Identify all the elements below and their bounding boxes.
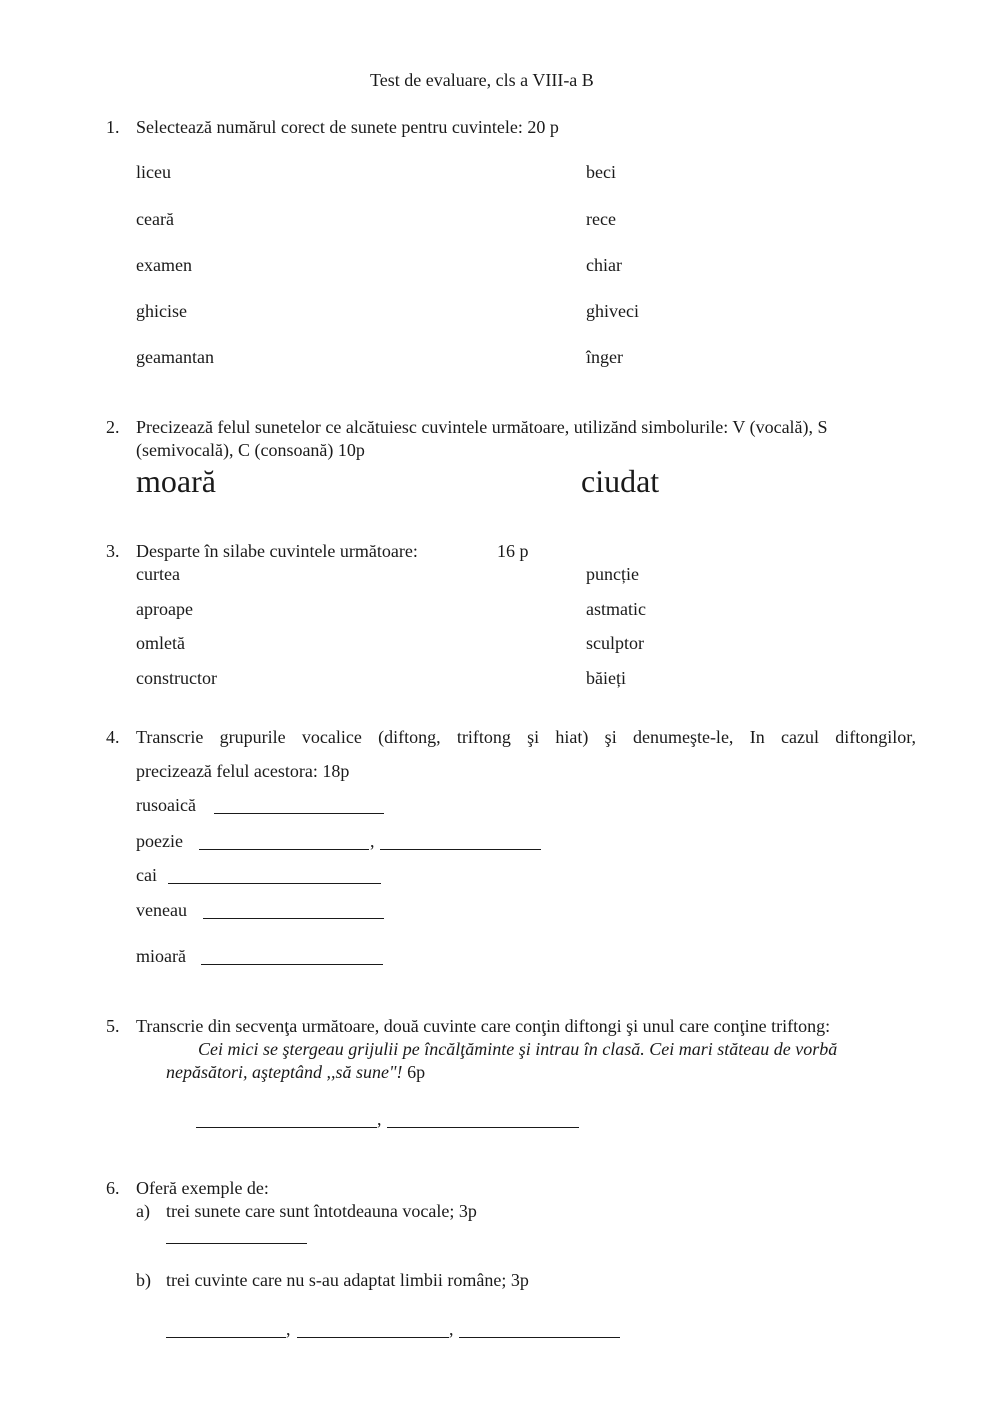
q1-word-left: liceu [136, 162, 171, 182]
q2-word: moară [136, 463, 216, 499]
q3-word-right: sculptor [586, 633, 644, 653]
q4-word: veneau [136, 900, 187, 920]
comma: , [286, 1319, 291, 1339]
comma: , [449, 1319, 454, 1339]
q1-word-right: beci [586, 162, 616, 182]
answer-line[interactable] [214, 813, 384, 814]
q4-word: poezie [136, 831, 183, 851]
q6a-text: trei sunete care sunt întotdeauna vocale; 3p [166, 1201, 477, 1221]
q1-word-left: ceară [136, 209, 174, 229]
answer-line[interactable] [166, 1337, 286, 1338]
answer-line[interactable] [459, 1337, 620, 1338]
q5-text: Transcrie din secvenţa următoare, două cuvinte care conţin diftongi şi unul care conţine triftong: [136, 1016, 831, 1036]
comma: , [377, 1109, 382, 1129]
q6-number: 6. [106, 1178, 120, 1198]
answer-line[interactable] [387, 1127, 579, 1128]
answer-line[interactable] [168, 883, 381, 884]
answer-line[interactable] [380, 849, 541, 850]
q3-word-left: omletă [136, 633, 185, 653]
q4-word: cai [136, 865, 157, 885]
q5-quote-line1: Cei mici se ştergeau grijulii pe încălţăminte şi intrau în clasă. Cei mari stăteau de vorbă [198, 1039, 838, 1059]
q1-word-left: geamantan [136, 347, 214, 367]
q2-text-line2: (semivocală), C (consoană) 10p [136, 440, 365, 460]
q3-points: 16 p [497, 541, 529, 561]
q6b-text: trei cuvinte care nu s-au adaptat limbii române; 3p [166, 1270, 529, 1290]
answer-line[interactable] [196, 1127, 377, 1128]
q3-word-left: constructor [136, 668, 217, 688]
q2-number: 2. [106, 417, 120, 437]
q3-word-left: curtea [136, 564, 180, 584]
q1-number: 1. [106, 117, 120, 137]
q6a-label: a) [136, 1201, 150, 1221]
q6b-label: b) [136, 1270, 151, 1290]
q4-text-line1: Transcrie grupurile vocalice (diftong, triftong şi hiat) şi denumeşte-le, In cazul diftongilor, [136, 727, 916, 747]
answer-line[interactable] [166, 1243, 307, 1244]
answer-line[interactable] [199, 849, 369, 850]
q3-word-right: astmatic [586, 599, 646, 619]
q1-word-right: ghiveci [586, 301, 639, 321]
q1-word-left: examen [136, 255, 192, 275]
q4-word: mioară [136, 946, 186, 966]
answer-line[interactable] [201, 964, 383, 965]
answer-line[interactable] [203, 918, 384, 919]
q6-text: Oferă exemple de: [136, 1178, 269, 1198]
page-title: Test de evaluare, cls a VIII-a B [370, 70, 594, 90]
q2-word: ciudat [581, 463, 660, 499]
q3-word-left: aproape [136, 599, 193, 619]
q5-points: 6p [407, 1062, 426, 1082]
q3-word-right: puncție [586, 564, 639, 584]
q1-word-right: rece [586, 209, 616, 229]
q1-text: Selectează numărul corect de sunete pentru cuvintele: 20 p [136, 117, 559, 137]
q4-number: 4. [106, 727, 120, 747]
comma: , [370, 831, 375, 851]
q2-text-line1: Precizează felul sunetelor ce alcătuiesc cuvintele următoare, utilizănd simbolurile: V (vocală), S [136, 417, 828, 437]
answer-line[interactable] [297, 1337, 449, 1338]
q1-word-right: chiar [586, 255, 622, 275]
q4-word: rusoaică [136, 795, 196, 815]
q3-word-right: băieți [586, 668, 626, 688]
q1-word-left: ghicise [136, 301, 187, 321]
q5-quote-line2: nepăsători, aşteptând ,,să sune"! [166, 1062, 403, 1082]
q4-text-line2: precizează felul acestora: 18p [136, 761, 350, 781]
q5-number: 5. [106, 1016, 120, 1036]
q1-word-right: înger [586, 347, 623, 367]
q3-number: 3. [106, 541, 120, 561]
q3-text: Desparte în silabe cuvintele următoare: [136, 541, 418, 561]
